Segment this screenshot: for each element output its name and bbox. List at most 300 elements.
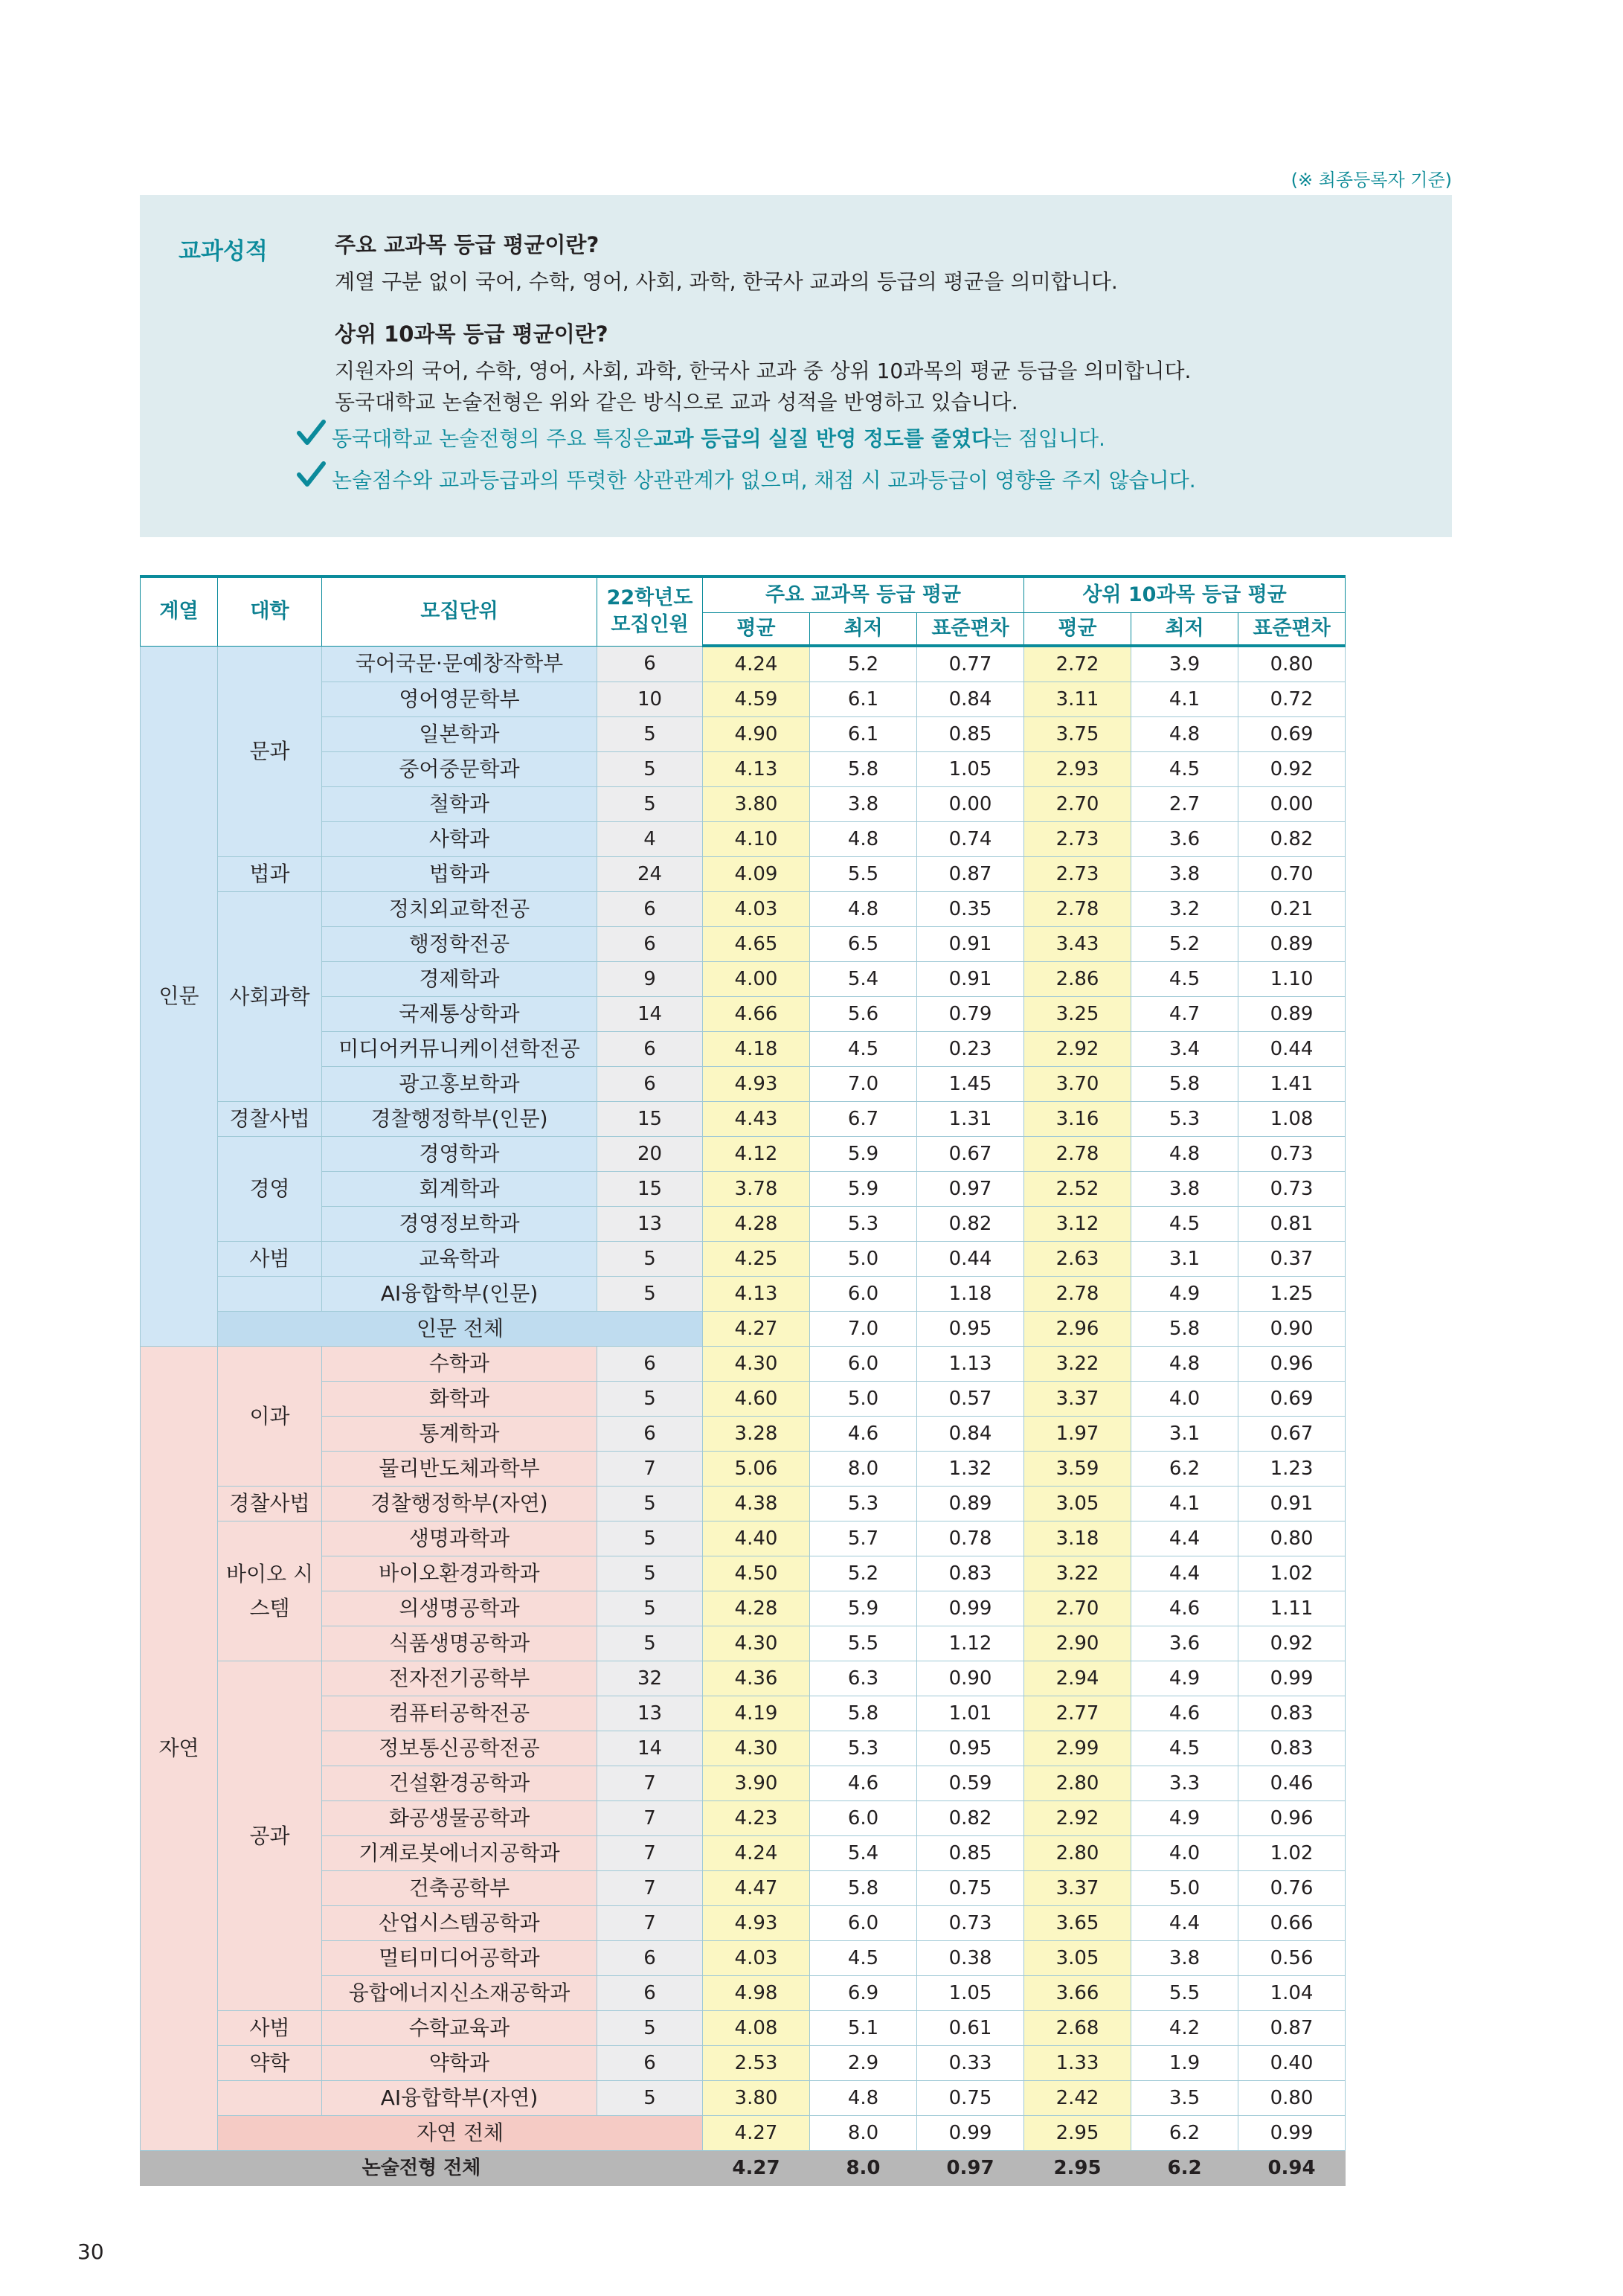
top-sd-cell: 1.10 [1238, 962, 1346, 997]
top-sd-cell: 0.80 [1238, 1521, 1346, 1556]
major-cell: 경찰행정학부(인문) [322, 1102, 597, 1137]
main-min-cell: 6.9 [810, 1976, 917, 2011]
count-cell: 7 [597, 1836, 703, 1871]
major-cell: 기계로봇에너지공학과 [322, 1836, 597, 1871]
top-min-cell: 3.6 [1131, 1626, 1238, 1661]
main-min-cell: 6.0 [810, 1906, 917, 1941]
checkmark-icon [296, 418, 332, 460]
top-min-cell: 4.1 [1131, 1487, 1238, 1521]
main-avg-cell: 4.27 [703, 2116, 810, 2151]
top-avg-cell: 3.65 [1024, 1906, 1131, 1941]
major-cell: 건설환경공학과 [322, 1766, 597, 1801]
top-min-cell: 4.6 [1131, 1696, 1238, 1731]
main-avg-cell: 4.60 [703, 1382, 810, 1417]
top-min-cell: 5.5 [1131, 1976, 1238, 2011]
main-sd-cell: 0.57 [917, 1382, 1024, 1417]
top-min-cell: 3.5 [1131, 2081, 1238, 2116]
major-cell: 산업시스템공학과 [322, 1906, 597, 1941]
check-1-bold: 교과 등급의 실질 반영 정도를 줄였다 [653, 426, 992, 451]
main-sd-cell: 0.44 [917, 1242, 1024, 1277]
header-top-group: 상위 10과목 등급 평균 [1024, 577, 1346, 613]
top-avg-cell: 3.70 [1024, 1067, 1131, 1102]
main-min-cell: 4.8 [810, 2081, 917, 2116]
main-avg-cell: 3.90 [703, 1766, 810, 1801]
main-sd-cell: 0.75 [917, 2081, 1024, 2116]
count-cell: 5 [597, 1277, 703, 1312]
main-avg-cell: 5.06 [703, 1452, 810, 1487]
check-item-1 [296, 418, 1406, 460]
top-avg-cell: 3.16 [1024, 1102, 1131, 1137]
main-min-cell: 5.8 [810, 1696, 917, 1731]
answer-reflection: 동국대학교 논술전형은 위와 같은 방식으로 교과 성적을 반영하고 있습니다. [335, 390, 1018, 414]
main-min-cell: 5.9 [810, 1137, 917, 1172]
top-sd-cell: 0.91 [1238, 1487, 1346, 1521]
check-item-2 [296, 460, 1406, 501]
major-cell: 바이오환경과학과 [322, 1556, 597, 1591]
college-cell: 경찰사법 [218, 1102, 322, 1137]
top-min-cell: 3.4 [1131, 1032, 1238, 1067]
main-min-cell: 5.3 [810, 1207, 917, 1242]
top-sd-cell: 0.72 [1238, 682, 1346, 717]
main-avg-cell: 4.27 [703, 1312, 810, 1347]
top-min-cell: 5.0 [1131, 1871, 1238, 1906]
top-sd-cell: 0.83 [1238, 1696, 1346, 1731]
main-sd-cell: 0.74 [917, 822, 1024, 857]
count-cell: 6 [597, 1417, 703, 1452]
count-cell: 9 [597, 962, 703, 997]
top-min-cell: 4.4 [1131, 1556, 1238, 1591]
main-min-cell: 5.3 [810, 1731, 917, 1766]
table-row [141, 1137, 1346, 1172]
header-top-sd: 표준편차 [1238, 613, 1346, 647]
major-cell: 교육학과 [322, 1242, 597, 1277]
count-cell: 14 [597, 997, 703, 1032]
answer-main-avg: 계열 구분 없이 국어, 수학, 영어, 사회, 과학, 한국사 교과의 등급의 평균을 의미합니다. [335, 269, 1118, 294]
count-cell: 4 [597, 822, 703, 857]
top-min-cell: 3.2 [1131, 892, 1238, 927]
top-min-cell: 6.2 [1131, 2151, 1238, 2186]
main-avg-cell: 4.50 [703, 1556, 810, 1591]
count-cell: 6 [597, 1976, 703, 2011]
main-sd-cell: 0.33 [917, 2046, 1024, 2081]
top-sd-cell: 0.83 [1238, 1731, 1346, 1766]
main-avg-cell: 4.18 [703, 1032, 810, 1067]
main-min-cell: 6.1 [810, 682, 917, 717]
main-avg-cell: 4.40 [703, 1521, 810, 1556]
top-avg-cell: 2.73 [1024, 822, 1131, 857]
main-sd-cell: 0.35 [917, 892, 1024, 927]
college-cell: 경영 [218, 1137, 322, 1242]
top-avg-cell: 2.70 [1024, 787, 1131, 822]
main-sd-cell: 0.75 [917, 1871, 1024, 1906]
top-min-cell: 4.4 [1131, 1521, 1238, 1556]
main-min-cell: 4.5 [810, 1032, 917, 1067]
college-cell: 공과 [218, 1661, 322, 2011]
info-box [140, 195, 1452, 537]
top-avg-cell: 2.93 [1024, 752, 1131, 787]
top-avg-cell: 2.70 [1024, 1591, 1131, 1626]
major-cell: 약학과 [322, 2046, 597, 2081]
main-min-cell: 2.9 [810, 2046, 917, 2081]
main-avg-cell: 4.93 [703, 1906, 810, 1941]
main-avg-cell: 4.30 [703, 1626, 810, 1661]
main-sd-cell: 1.18 [917, 1277, 1024, 1312]
top-min-cell: 3.1 [1131, 1417, 1238, 1452]
count-cell: 5 [597, 2011, 703, 2046]
top-sd-cell: 1.02 [1238, 1836, 1346, 1871]
major-cell: 경영학과 [322, 1137, 597, 1172]
table-row [141, 1242, 1346, 1277]
major-cell: 전자전기공학부 [322, 1661, 597, 1696]
main-sd-cell: 0.91 [917, 927, 1024, 962]
check-1-post: 는 점입니다. [991, 426, 1105, 451]
major-cell: 생명과학과 [322, 1521, 597, 1556]
top-avg-cell: 2.77 [1024, 1696, 1131, 1731]
main-avg-cell: 4.28 [703, 1591, 810, 1626]
main-sd-cell: 0.61 [917, 2011, 1024, 2046]
top-avg-cell: 3.43 [1024, 927, 1131, 962]
top-avg-cell: 3.22 [1024, 1556, 1131, 1591]
grand-total-row [141, 2151, 1346, 2186]
main-min-cell: 5.9 [810, 1591, 917, 1626]
header-college: 대학 [218, 577, 322, 646]
major-cell: AI융합학부(인문) [322, 1277, 597, 1312]
major-cell: 국제통상학과 [322, 997, 597, 1032]
count-cell: 13 [597, 1207, 703, 1242]
count-cell: 5 [597, 1242, 703, 1277]
top-avg-cell: 2.86 [1024, 962, 1131, 997]
table-row [141, 2046, 1346, 2081]
top-min-cell: 6.2 [1131, 1452, 1238, 1487]
top-avg-cell: 3.37 [1024, 1871, 1131, 1906]
top-min-cell: 5.8 [1131, 1067, 1238, 1102]
main-avg-cell: 2.53 [703, 2046, 810, 2081]
main-sd-cell: 1.05 [917, 1976, 1024, 2011]
criteria-note: (※ 최종등록자 기준) [1291, 170, 1452, 190]
main-min-cell: 5.2 [810, 646, 917, 682]
main-min-cell: 8.0 [810, 1452, 917, 1487]
major-cell: 건축공학부 [322, 1871, 597, 1906]
count-cell: 6 [597, 646, 703, 682]
main-avg-cell: 4.13 [703, 752, 810, 787]
top-sd-cell: 1.08 [1238, 1102, 1346, 1137]
top-min-cell: 3.1 [1131, 1242, 1238, 1277]
top-sd-cell: 0.82 [1238, 822, 1346, 857]
main-min-cell: 5.3 [810, 1487, 917, 1521]
question-main-avg: 주요 교과목 등급 평균이란? [335, 232, 600, 257]
top-avg-cell: 3.25 [1024, 997, 1131, 1032]
header-main-sd: 표준편차 [917, 613, 1024, 647]
major-cell: 경영정보학과 [322, 1207, 597, 1242]
main-sd-cell: 0.85 [917, 1836, 1024, 1871]
table-row [141, 892, 1346, 927]
main-min-cell: 5.2 [810, 1556, 917, 1591]
major-cell: 통계학과 [322, 1417, 597, 1452]
top-avg-cell: 2.80 [1024, 1766, 1131, 1801]
main-sd-cell: 1.32 [917, 1452, 1024, 1487]
table-row [141, 1661, 1346, 1696]
count-cell: 5 [597, 717, 703, 752]
main-sd-cell: 0.78 [917, 1521, 1024, 1556]
top-sd-cell: 0.96 [1238, 1347, 1346, 1382]
main-min-cell: 5.8 [810, 1871, 917, 1906]
main-min-cell: 5.8 [810, 752, 917, 787]
main-sd-cell: 0.82 [917, 1801, 1024, 1836]
main-avg-cell: 4.66 [703, 997, 810, 1032]
major-cell: AI융합학부(자연) [322, 2081, 597, 2116]
main-sd-cell: 0.83 [917, 1556, 1024, 1591]
top-avg-cell: 3.12 [1024, 1207, 1131, 1242]
check-1-pre: 동국대학교 논술전형의 주요 특징은 [332, 426, 654, 451]
count-cell: 5 [597, 1521, 703, 1556]
top-avg-cell: 3.22 [1024, 1347, 1131, 1382]
main-sd-cell: 0.84 [917, 682, 1024, 717]
table-row [141, 2011, 1346, 2046]
main-sd-cell: 0.79 [917, 997, 1024, 1032]
top-avg-cell: 2.92 [1024, 1032, 1131, 1067]
top-sd-cell: 0.73 [1238, 1137, 1346, 1172]
main-sd-cell: 0.95 [917, 1731, 1024, 1766]
major-cell: 광고홍보학과 [322, 1067, 597, 1102]
main-avg-cell: 4.90 [703, 717, 810, 752]
major-cell: 컴퓨터공학전공 [322, 1696, 597, 1731]
main-sd-cell: 0.00 [917, 787, 1024, 822]
top-min-cell: 4.0 [1131, 1836, 1238, 1871]
main-min-cell: 6.0 [810, 1801, 917, 1836]
major-cell: 의생명공학과 [322, 1591, 597, 1626]
main-sd-cell: 0.84 [917, 1417, 1024, 1452]
top-min-cell: 5.2 [1131, 927, 1238, 962]
main-sd-cell: 1.45 [917, 1067, 1024, 1102]
top-sd-cell: 0.87 [1238, 2011, 1346, 2046]
top-min-cell: 4.9 [1131, 1661, 1238, 1696]
main-sd-cell: 1.01 [917, 1696, 1024, 1731]
top-min-cell: 4.5 [1131, 752, 1238, 787]
subtotal-row [141, 2116, 1346, 2151]
main-avg-cell: 4.27 [703, 2151, 810, 2186]
top-min-cell: 5.3 [1131, 1102, 1238, 1137]
top-sd-cell: 0.56 [1238, 1941, 1346, 1976]
top-avg-cell: 1.97 [1024, 1417, 1131, 1452]
major-cell: 정치외교학전공 [322, 892, 597, 927]
top-avg-cell: 3.66 [1024, 1976, 1131, 2011]
series-cell: 인문 [141, 646, 218, 1347]
count-cell: 32 [597, 1661, 703, 1696]
main-avg-cell: 3.28 [703, 1417, 810, 1452]
count-cell: 24 [597, 857, 703, 892]
top-sd-cell: 0.70 [1238, 857, 1346, 892]
main-sd-cell: 0.89 [917, 1487, 1024, 1521]
main-avg-cell: 4.65 [703, 927, 810, 962]
count-cell: 6 [597, 1032, 703, 1067]
top-avg-cell: 2.78 [1024, 1137, 1131, 1172]
top-sd-cell: 0.73 [1238, 1172, 1346, 1207]
count-cell: 7 [597, 1906, 703, 1941]
count-cell: 5 [597, 752, 703, 787]
main-sd-cell: 0.73 [917, 1906, 1024, 1941]
top-min-cell: 4.6 [1131, 1591, 1238, 1626]
header-top-avg: 평균 [1024, 613, 1131, 647]
main-min-cell: 6.5 [810, 927, 917, 962]
count-cell: 6 [597, 892, 703, 927]
top-sd-cell: 0.37 [1238, 1242, 1346, 1277]
series-cell: 자연 [141, 1347, 218, 2151]
main-min-cell: 5.5 [810, 1626, 917, 1661]
major-cell: 화학과 [322, 1382, 597, 1417]
count-cell: 7 [597, 1801, 703, 1836]
top-avg-cell: 1.33 [1024, 2046, 1131, 2081]
top-sd-cell: 0.81 [1238, 1207, 1346, 1242]
main-sd-cell: 0.97 [917, 2151, 1024, 2186]
major-cell: 영어영문학부 [322, 682, 597, 717]
main-avg-cell: 4.23 [703, 1801, 810, 1836]
top-min-cell: 4.8 [1131, 717, 1238, 752]
top-sd-cell: 0.80 [1238, 2081, 1346, 2116]
major-cell: 행정학전공 [322, 927, 597, 962]
table-row [141, 646, 1346, 682]
header-top-min: 최저 [1131, 613, 1238, 647]
count-cell: 5 [597, 2081, 703, 2116]
top-sd-cell: 0.67 [1238, 1417, 1346, 1452]
grades-table [140, 575, 1346, 2186]
major-cell: 수학교육과 [322, 2011, 597, 2046]
top-avg-cell: 2.92 [1024, 1801, 1131, 1836]
main-sd-cell: 0.23 [917, 1032, 1024, 1067]
main-sd-cell: 1.12 [917, 1626, 1024, 1661]
top-avg-cell: 2.95 [1024, 2151, 1131, 2186]
header-major: 모집단위 [322, 577, 597, 646]
top-avg-cell: 2.78 [1024, 1277, 1131, 1312]
page-number: 30 [77, 2239, 104, 2264]
count-cell: 15 [597, 1102, 703, 1137]
main-avg-cell: 4.36 [703, 1661, 810, 1696]
count-cell: 15 [597, 1172, 703, 1207]
major-cell: 국어국문·문예창작학부 [322, 646, 597, 682]
top-sd-cell: 0.21 [1238, 892, 1346, 927]
top-sd-cell: 0.80 [1238, 646, 1346, 682]
major-cell: 경찰행정학부(자연) [322, 1487, 597, 1521]
count-cell: 6 [597, 927, 703, 962]
major-cell: 일본학과 [322, 717, 597, 752]
main-avg-cell: 4.24 [703, 1836, 810, 1871]
top-sd-cell: 0.92 [1238, 1626, 1346, 1661]
major-cell: 경제학과 [322, 962, 597, 997]
main-sd-cell: 0.99 [917, 2116, 1024, 2151]
major-cell: 화공생물공학과 [322, 1801, 597, 1836]
top-min-cell: 4.8 [1131, 1137, 1238, 1172]
main-min-cell: 3.8 [810, 787, 917, 822]
checkmark-icon [296, 460, 332, 501]
college-cell [218, 2081, 322, 2116]
main-sd-cell: 0.87 [917, 857, 1024, 892]
count-cell: 10 [597, 682, 703, 717]
top-min-cell: 3.9 [1131, 646, 1238, 682]
top-avg-cell: 2.99 [1024, 1731, 1131, 1766]
top-sd-cell: 1.04 [1238, 1976, 1346, 2011]
top-avg-cell: 2.96 [1024, 1312, 1131, 1347]
main-sd-cell: 0.85 [917, 717, 1024, 752]
top-avg-cell: 2.94 [1024, 1661, 1131, 1696]
main-avg-cell: 4.98 [703, 1976, 810, 2011]
count-cell: 5 [597, 787, 703, 822]
top-avg-cell: 2.78 [1024, 892, 1131, 927]
top-min-cell: 4.7 [1131, 997, 1238, 1032]
count-cell: 7 [597, 1871, 703, 1906]
major-cell: 멀티미디어공학과 [322, 1941, 597, 1976]
top-sd-cell: 0.89 [1238, 997, 1346, 1032]
top-avg-cell: 2.63 [1024, 1242, 1131, 1277]
count-cell: 5 [597, 1382, 703, 1417]
top-avg-cell: 3.59 [1024, 1452, 1131, 1487]
major-cell: 미디어커뮤니케이션학전공 [322, 1032, 597, 1067]
top-min-cell: 5.8 [1131, 1312, 1238, 1347]
top-avg-cell: 2.95 [1024, 2116, 1131, 2151]
top-min-cell: 3.8 [1131, 1941, 1238, 1976]
college-cell: 사범 [218, 1242, 322, 1277]
main-min-cell: 8.0 [810, 2151, 917, 2186]
table-row [141, 2081, 1346, 2116]
main-sd-cell: 0.95 [917, 1312, 1024, 1347]
major-cell: 법학과 [322, 857, 597, 892]
main-avg-cell: 4.30 [703, 1731, 810, 1766]
table-row [141, 1487, 1346, 1521]
top-sd-cell: 0.90 [1238, 1312, 1346, 1347]
main-min-cell: 5.5 [810, 857, 917, 892]
header-count: 22학년도 모집인원 [597, 577, 703, 646]
count-cell: 20 [597, 1137, 703, 1172]
main-min-cell: 8.0 [810, 2116, 917, 2151]
main-sd-cell: 0.91 [917, 962, 1024, 997]
main-min-cell: 6.1 [810, 717, 917, 752]
top-avg-cell: 3.11 [1024, 682, 1131, 717]
top-avg-cell: 2.90 [1024, 1626, 1131, 1661]
count-cell: 5 [597, 1556, 703, 1591]
top-sd-cell: 1.25 [1238, 1277, 1346, 1312]
top-avg-cell: 2.72 [1024, 646, 1131, 682]
top-min-cell: 4.5 [1131, 962, 1238, 997]
top-sd-cell: 0.40 [1238, 2046, 1346, 2081]
main-avg-cell: 3.80 [703, 2081, 810, 2116]
top-sd-cell: 0.66 [1238, 1906, 1346, 1941]
top-avg-cell: 2.42 [1024, 2081, 1131, 2116]
top-min-cell: 3.6 [1131, 822, 1238, 857]
header-main-min: 최저 [810, 613, 917, 647]
main-avg-cell: 4.47 [703, 1871, 810, 1906]
college-cell: 법과 [218, 857, 322, 892]
main-min-cell: 5.7 [810, 1521, 917, 1556]
top-min-cell: 4.5 [1131, 1731, 1238, 1766]
top-sd-cell: 0.92 [1238, 752, 1346, 787]
top-avg-cell: 2.68 [1024, 2011, 1131, 2046]
main-min-cell: 5.4 [810, 1836, 917, 1871]
main-min-cell: 4.8 [810, 822, 917, 857]
college-cell [218, 1277, 322, 1312]
top-min-cell: 4.1 [1131, 682, 1238, 717]
count-cell: 6 [597, 2046, 703, 2081]
main-min-cell: 6.3 [810, 1661, 917, 1696]
main-avg-cell: 4.09 [703, 857, 810, 892]
main-avg-cell: 4.38 [703, 1487, 810, 1521]
top-avg-cell: 3.05 [1024, 1487, 1131, 1521]
main-avg-cell: 4.25 [703, 1242, 810, 1277]
major-cell: 중어중문학과 [322, 752, 597, 787]
main-avg-cell: 4.03 [703, 892, 810, 927]
table-row [141, 1347, 1346, 1382]
top-avg-cell: 2.80 [1024, 1836, 1131, 1871]
count-cell: 7 [597, 1452, 703, 1487]
main-sd-cell: 0.82 [917, 1207, 1024, 1242]
main-sd-cell: 1.05 [917, 752, 1024, 787]
